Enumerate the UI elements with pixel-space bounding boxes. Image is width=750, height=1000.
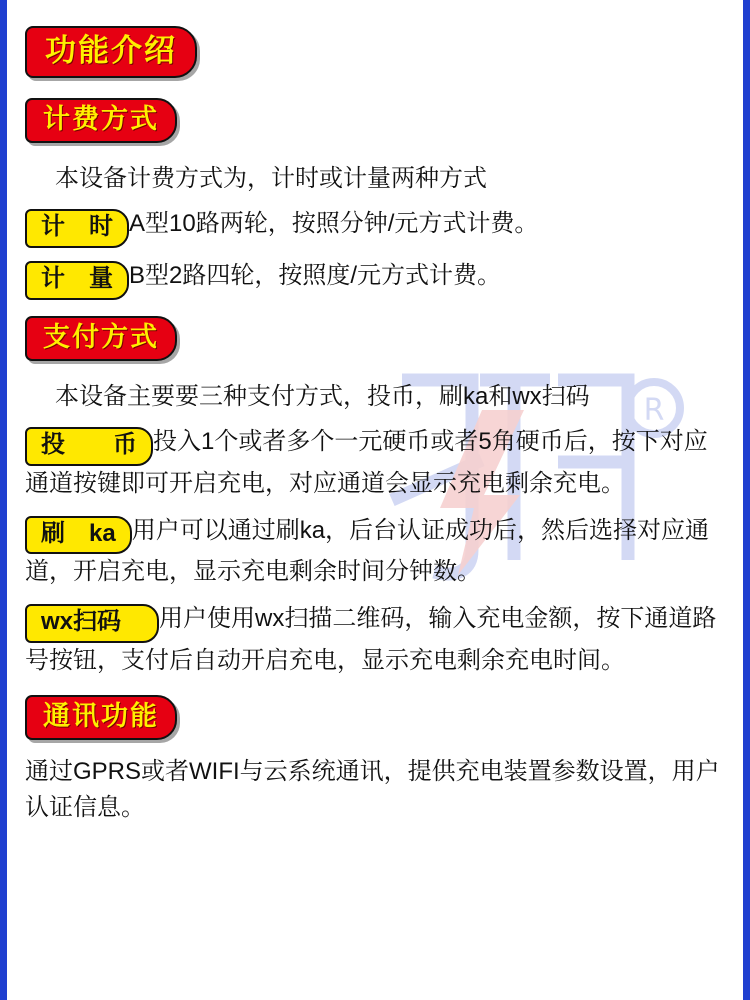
page-title-wrap [25, 26, 725, 78]
tag-metering: 计 量 [25, 261, 129, 300]
tag-coin-payment: 投 币 [25, 427, 153, 466]
section-heading-payment: 支付方式 [25, 316, 177, 361]
document-content [7, 26, 743, 825]
svg-text:R: R [643, 393, 665, 428]
item-row-metering [25, 258, 725, 300]
section-heading-wrap-0 [25, 98, 725, 143]
item-text-card-payment: 用户可以通过刷ka，后台认证成功后，然后选择对应通道，开启充电，显示充电剩余时间分钟数。 [25, 516, 710, 586]
page-title: 功能介绍 [25, 26, 197, 78]
section-heading-billing: 计费方式 [25, 98, 177, 143]
section-heading-communication: 通讯功能 [25, 695, 177, 740]
item-text-timing: A型10路两轮，按照分钟/元方式计费。 [129, 210, 539, 238]
item-row-card [25, 513, 725, 591]
tag-timing: 计 时 [25, 209, 129, 248]
section-heading-wrap-1 [25, 316, 725, 361]
section-intro-billing: 本设备计费方式为，计时或计量两种方式 [55, 164, 487, 192]
item-row-coin [25, 424, 725, 502]
section-intro-communication: 通过GPRS或者WIFI与云系统通讯，提供充电装置参数设置，用户认证信息。 [25, 758, 720, 821]
item-row-qrcode [25, 601, 725, 679]
section-intro-payment: 本设备主要要三种支付方式，投币，刷ka和wx扫码 [55, 382, 590, 410]
item-text-metering: B型2路四轮，按照度/元方式计费。 [129, 262, 502, 289]
item-text-coin-payment: 投入1个或者多个一元硬币或者5角硬币后，按下对应通道按键即可开启充电，对应通道会显示充电剩余充电。 [25, 428, 708, 498]
item-row-timing [25, 206, 725, 248]
tag-qrcode-payment: wx扫码 [25, 604, 159, 643]
tag-card-payment: 刷 ka [25, 516, 132, 555]
item-text-qrcode-payment: 用户使用wx扫描二维码，输入充电金额，按下通道路号按钮，支付后自动开启充电，显示充电剩余充电时间。 [25, 604, 717, 674]
section-heading-wrap-2 [25, 695, 725, 740]
